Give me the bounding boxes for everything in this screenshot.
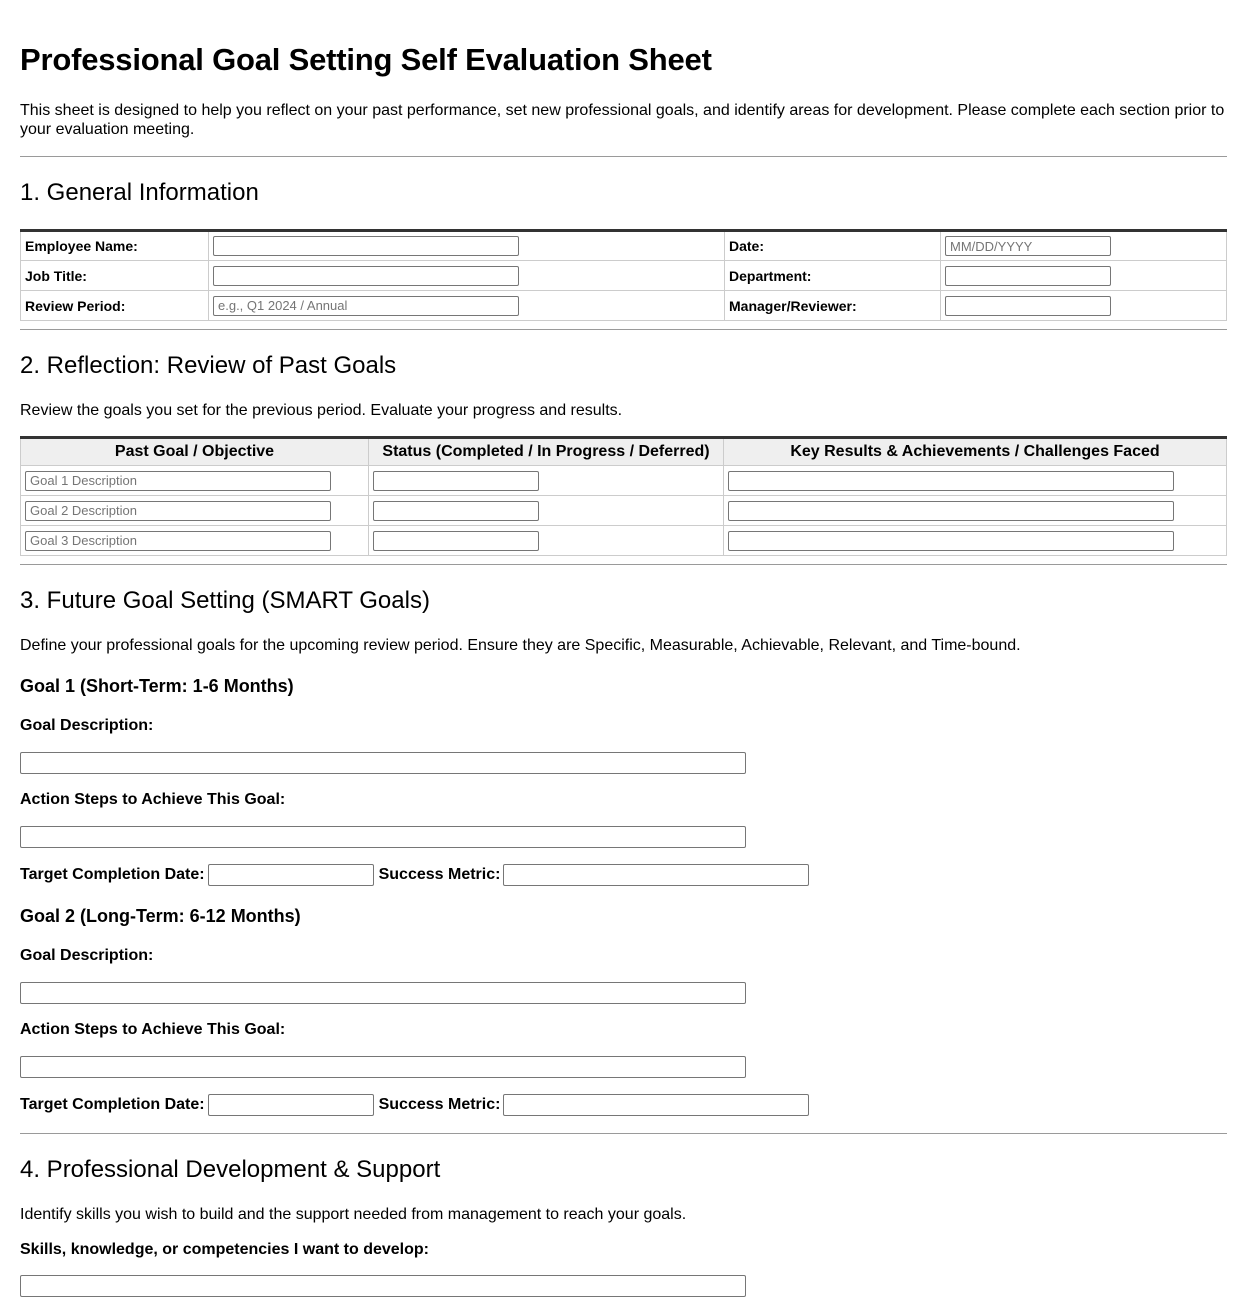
past-goal-1-input[interactable] [25,471,331,491]
manager-label: Manager/Reviewer: [725,291,941,321]
goal-1-date-label: Target Completion Date: [20,866,205,883]
past-goal-2-input[interactable] [25,501,331,521]
table-row [21,261,1227,291]
general-info-table [20,229,1227,321]
goal-2-metric-label: Success Metric: [378,1096,501,1113]
past-goal-1-results-input[interactable] [728,471,1174,491]
date-label: Date: [725,231,941,261]
future-description: Define your professional goals for the upcoming review period. Ensure they are Specific, Measurable, Achievable, Relevant, and Time-bound. [20,637,1021,654]
goal-1-steps-label: Action Steps to Achieve This Goal: [20,791,286,808]
goal-2-target-row [20,1094,1227,1116]
reflection-description: Review the goals you set for the previous period. Evaluate your progress and results. [20,402,623,419]
skills-input[interactable] [20,1275,746,1297]
review-period-label: Review Period: [21,291,209,321]
divider [20,564,1227,565]
section-heading-development: 4. Professional Development & Support [20,1156,441,1183]
goal-1-metric-input[interactable] [503,864,809,886]
goal-1-description-input[interactable] [20,752,746,774]
goal-2-description-label: Goal Description: [20,947,154,964]
goal-2-steps-label: Action Steps to Achieve This Goal: [20,1021,286,1038]
goal-2-date-input[interactable] [208,1094,374,1116]
section-heading-future: 3. Future Goal Setting (SMART Goals) [20,587,430,614]
goal-1-description-label: Goal Description: [20,717,154,734]
date-input[interactable] [945,236,1111,256]
past-goal-3-results-input[interactable] [728,531,1174,551]
manager-input[interactable] [945,296,1111,316]
review-period-input[interactable] [213,296,519,316]
table-row [21,526,1227,556]
column-header-results: Key Results & Achievements / Challenges Faced [724,438,1227,466]
past-goal-3-input[interactable] [25,531,331,551]
table-row [21,466,1227,496]
goal-2-metric-input[interactable] [503,1094,809,1116]
job-title-label: Job Title: [21,261,209,291]
goal-2-steps-input[interactable] [20,1056,746,1078]
divider [20,329,1227,330]
past-goal-2-status-input[interactable] [373,501,539,521]
divider [20,156,1227,157]
section-heading-reflection: 2. Reflection: Review of Past Goals [20,352,397,379]
table-header-row [21,438,1227,466]
table-row [21,231,1227,261]
table-row [21,291,1227,321]
past-goal-1-status-input[interactable] [373,471,539,491]
job-title-input[interactable] [213,266,519,286]
goal-2-description-input[interactable] [20,982,746,1004]
past-goal-3-status-input[interactable] [373,531,539,551]
past-goal-2-results-input[interactable] [728,501,1174,521]
past-goals-table [20,436,1227,556]
goal-1-steps-input[interactable] [20,826,746,848]
department-label: Department: [725,261,941,291]
skills-label: Skills, knowledge, or competencies I want to develop: [20,1241,429,1258]
goal-2-heading: Goal 2 (Long-Term: 6-12 Months) [20,906,301,926]
column-header-status: Status (Completed / In Progress / Deferred) [369,438,724,466]
development-description: Identify skills you wish to build and the support needed from management to reach your goals. [20,1206,687,1223]
intro-text: This sheet is designed to help you reflect on your past performance, set new professional goals, and identify areas for development. Please complete each section prior to your evaluation meeting. [20,102,1225,138]
divider [20,1133,1227,1134]
page-title: Professional Goal Setting Self Evaluation Sheet [20,42,712,77]
employee-name-label: Employee Name: [21,231,209,261]
goal-1-heading: Goal 1 (Short-Term: 1-6 Months) [20,676,294,696]
table-row [21,496,1227,526]
goal-1-target-row [20,864,1227,886]
goal-1-metric-label: Success Metric: [378,866,501,883]
column-header-past-goal: Past Goal / Objective [21,438,369,466]
department-input[interactable] [945,266,1111,286]
goal-1-date-input[interactable] [208,864,374,886]
section-heading-general: 1. General Information [20,179,259,206]
goal-2-date-label: Target Completion Date: [20,1096,205,1113]
employee-name-input[interactable] [213,236,519,256]
